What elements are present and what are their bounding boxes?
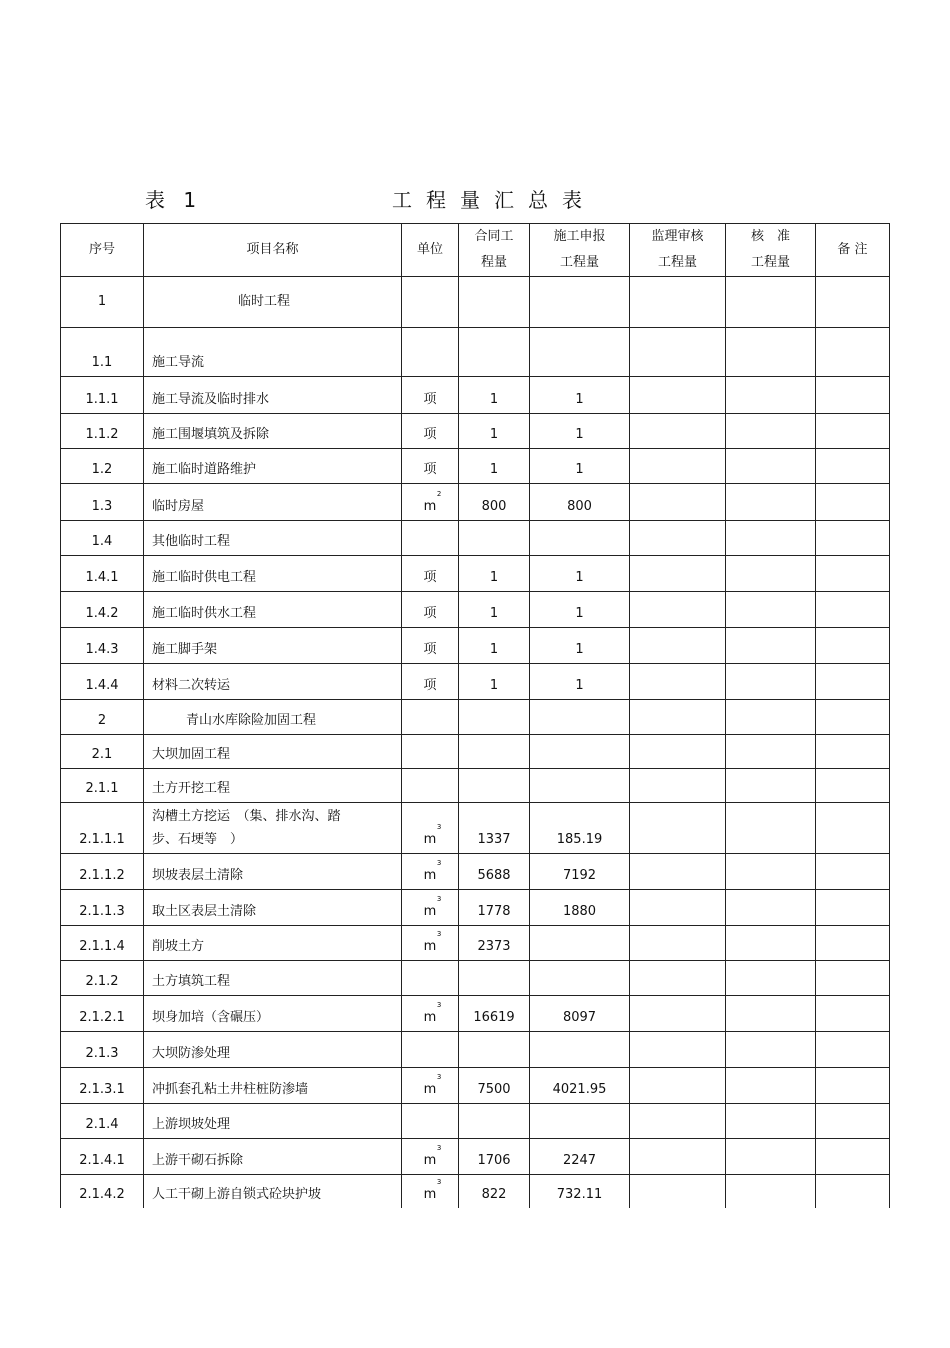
cell-contract-qty bbox=[459, 521, 530, 556]
cell-contract-qty: 1 bbox=[459, 556, 530, 592]
cell-approved-qty bbox=[726, 328, 816, 377]
cell-contract-qty: 5688 bbox=[459, 854, 530, 890]
cell-reported-qty: 1 bbox=[530, 556, 630, 592]
table-row bbox=[61, 854, 890, 890]
cell-index: 2.1.2 bbox=[61, 961, 144, 996]
cell-remark bbox=[816, 1104, 890, 1139]
cell-contract-qty: 1 bbox=[459, 449, 530, 484]
cell-contract-qty bbox=[459, 1104, 530, 1139]
cell-reviewed-qty bbox=[630, 1175, 726, 1209]
cell-index: 1.4.2 bbox=[61, 592, 144, 628]
cell-remark bbox=[816, 1032, 890, 1068]
cell-reported-qty: 1 bbox=[530, 377, 630, 414]
cell-reviewed-qty bbox=[630, 277, 726, 328]
cell-remark bbox=[816, 1175, 890, 1209]
cell-remark bbox=[816, 628, 890, 664]
cell-reported-qty: 1 bbox=[530, 449, 630, 484]
cell-reviewed-qty bbox=[630, 414, 726, 449]
cell-item-name: 施工临时供水工程 bbox=[144, 592, 402, 628]
cell-contract-qty: 800 bbox=[459, 484, 530, 521]
cell-unit: m 3 bbox=[402, 996, 459, 1032]
cell-approved-qty bbox=[726, 996, 816, 1032]
cell-reported-qty bbox=[530, 521, 630, 556]
cell-item-name: 施工导流 bbox=[144, 328, 402, 377]
cell-unit bbox=[402, 735, 459, 769]
cell-contract-qty bbox=[459, 328, 530, 377]
cell-contract-qty bbox=[459, 735, 530, 769]
cell-item-name: 取土区表层土清除 bbox=[144, 890, 402, 926]
document-title: 工程量汇总表 bbox=[392, 188, 596, 212]
table-row bbox=[61, 377, 890, 414]
cell-approved-qty bbox=[726, 890, 816, 926]
cell-contract-qty: 1 bbox=[459, 377, 530, 414]
cell-reviewed-qty bbox=[630, 1032, 726, 1068]
cell-reviewed-qty bbox=[630, 521, 726, 556]
cell-item-name: 土方开挖工程 bbox=[144, 769, 402, 803]
cell-reviewed-qty bbox=[630, 996, 726, 1032]
table-number: 表 1 bbox=[145, 188, 203, 212]
cell-index: 2.1.1 bbox=[61, 769, 144, 803]
cell-remark bbox=[816, 414, 890, 449]
cell-contract-qty: 1337 bbox=[459, 803, 530, 854]
cell-reported-qty: 8097 bbox=[530, 996, 630, 1032]
cell-contract-qty: 1 bbox=[459, 592, 530, 628]
quantity-summary-table bbox=[60, 223, 890, 1209]
table-row bbox=[61, 449, 890, 484]
table-row bbox=[61, 484, 890, 521]
cell-approved-qty bbox=[726, 1068, 816, 1104]
cell-unit: 项 bbox=[402, 377, 459, 414]
cell-reviewed-qty bbox=[630, 449, 726, 484]
cell-index: 1.4.3 bbox=[61, 628, 144, 664]
cell-reported-qty bbox=[530, 1104, 630, 1139]
cell-index: 1.4 bbox=[61, 521, 144, 556]
cell-reported-qty: 1 bbox=[530, 592, 630, 628]
cell-index: 1.1.1 bbox=[61, 377, 144, 414]
cell-item-name: 大坝防渗处理 bbox=[144, 1032, 402, 1068]
cell-item-name: 坝坡表层土清除 bbox=[144, 854, 402, 890]
cell-reviewed-qty bbox=[630, 592, 726, 628]
cell-index: 1.3 bbox=[61, 484, 144, 521]
cell-unit: 项 bbox=[402, 414, 459, 449]
cell-approved-qty bbox=[726, 1139, 816, 1175]
cell-reviewed-qty bbox=[630, 735, 726, 769]
cell-reported-qty bbox=[530, 1032, 630, 1068]
cell-reviewed-qty bbox=[630, 1104, 726, 1139]
cell-remark bbox=[816, 521, 890, 556]
cell-unit: m 2 bbox=[402, 484, 459, 521]
cell-unit bbox=[402, 1104, 459, 1139]
cell-unit bbox=[402, 277, 459, 328]
cell-unit bbox=[402, 1032, 459, 1068]
cell-reported-qty bbox=[530, 735, 630, 769]
cell-unit: 项 bbox=[402, 664, 459, 700]
cell-contract-qty bbox=[459, 961, 530, 996]
cell-reported-qty bbox=[530, 277, 630, 328]
cell-reported-qty: 732.11 bbox=[530, 1175, 630, 1209]
cell-reviewed-qty bbox=[630, 377, 726, 414]
table-row bbox=[61, 328, 890, 377]
cell-unit: 项 bbox=[402, 556, 459, 592]
table-row bbox=[61, 414, 890, 449]
table-row bbox=[61, 592, 890, 628]
table-row bbox=[61, 700, 890, 735]
cell-reviewed-qty bbox=[630, 961, 726, 996]
cell-item-name: 青山水库除险加固工程 bbox=[144, 700, 402, 735]
cell-index: 2.1.4.1 bbox=[61, 1139, 144, 1175]
cell-reviewed-qty bbox=[630, 1068, 726, 1104]
cell-remark bbox=[816, 735, 890, 769]
table-row bbox=[61, 521, 890, 556]
cell-item-name: 人工干砌上游自锁式砼块护坡 bbox=[144, 1175, 402, 1209]
cell-approved-qty bbox=[726, 1175, 816, 1209]
cell-contract-qty bbox=[459, 1032, 530, 1068]
table-row bbox=[61, 769, 890, 803]
cell-approved-qty bbox=[726, 592, 816, 628]
table-row bbox=[61, 926, 890, 961]
cell-item-name: 施工临时供电工程 bbox=[144, 556, 402, 592]
header-index: 序号 bbox=[61, 224, 144, 277]
cell-item-name: 坝身加培（含碾压） bbox=[144, 996, 402, 1032]
cell-unit bbox=[402, 769, 459, 803]
cell-contract-qty: 1 bbox=[459, 414, 530, 449]
table-row bbox=[61, 1032, 890, 1068]
cell-reported-qty bbox=[530, 961, 630, 996]
cell-item-name: 沟槽土方挖运 （集、排水沟、踏 步、石埂等 ） bbox=[144, 803, 402, 854]
cell-index: 2.1.4.2 bbox=[61, 1175, 144, 1209]
cell-remark bbox=[816, 890, 890, 926]
cell-approved-qty bbox=[726, 628, 816, 664]
page-bottom-margin bbox=[60, 1208, 890, 1348]
cell-reviewed-qty bbox=[630, 664, 726, 700]
table-row bbox=[61, 1104, 890, 1139]
cell-approved-qty bbox=[726, 926, 816, 961]
cell-item-name: 冲抓套孔粘土井柱桩防渗墙 bbox=[144, 1068, 402, 1104]
cell-index: 2.1.1.2 bbox=[61, 854, 144, 890]
cell-remark bbox=[816, 803, 890, 854]
table-header-row bbox=[61, 224, 890, 277]
cell-contract-qty: 1 bbox=[459, 664, 530, 700]
cell-approved-qty bbox=[726, 854, 816, 890]
cell-reviewed-qty bbox=[630, 700, 726, 735]
cell-contract-qty: 1 bbox=[459, 628, 530, 664]
table-row bbox=[61, 961, 890, 996]
cell-contract-qty: 2373 bbox=[459, 926, 530, 961]
cell-reviewed-qty bbox=[630, 803, 726, 854]
cell-item-name: 上游干砌石拆除 bbox=[144, 1139, 402, 1175]
cell-reviewed-qty bbox=[630, 1139, 726, 1175]
cell-contract-qty: 822 bbox=[459, 1175, 530, 1209]
cell-reported-qty bbox=[530, 769, 630, 803]
cell-reported-qty: 1 bbox=[530, 628, 630, 664]
cell-index: 2.1 bbox=[61, 735, 144, 769]
cell-reviewed-qty bbox=[630, 484, 726, 521]
cell-item-name: 临时房屋 bbox=[144, 484, 402, 521]
cell-item-name: 其他临时工程 bbox=[144, 521, 402, 556]
cell-index: 2.1.2.1 bbox=[61, 996, 144, 1032]
cell-approved-qty bbox=[726, 277, 816, 328]
cell-unit bbox=[402, 328, 459, 377]
header-reported-qty: 施工申报 工程量 bbox=[530, 224, 630, 277]
cell-unit: m 3 bbox=[402, 1175, 459, 1209]
cell-reviewed-qty bbox=[630, 854, 726, 890]
cell-unit: m 3 bbox=[402, 1068, 459, 1104]
cell-approved-qty bbox=[726, 521, 816, 556]
cell-approved-qty bbox=[726, 449, 816, 484]
cell-approved-qty bbox=[726, 1104, 816, 1139]
cell-unit bbox=[402, 521, 459, 556]
cell-reviewed-qty bbox=[630, 556, 726, 592]
cell-index: 2.1.1.1 bbox=[61, 803, 144, 854]
cell-item-name: 临时工程 bbox=[144, 277, 402, 328]
cell-approved-qty bbox=[726, 769, 816, 803]
cell-item-name: 大坝加固工程 bbox=[144, 735, 402, 769]
cell-approved-qty bbox=[726, 1032, 816, 1068]
cell-approved-qty bbox=[726, 664, 816, 700]
cell-contract-qty bbox=[459, 277, 530, 328]
cell-reviewed-qty bbox=[630, 328, 726, 377]
cell-approved-qty bbox=[726, 803, 816, 854]
table-row bbox=[61, 735, 890, 769]
table-row bbox=[61, 803, 890, 854]
cell-item-name: 施工临时道路维护 bbox=[144, 449, 402, 484]
cell-remark bbox=[816, 1139, 890, 1175]
cell-index: 1.4.4 bbox=[61, 664, 144, 700]
cell-item-name: 施工围堰填筑及拆除 bbox=[144, 414, 402, 449]
cell-reported-qty: 7192 bbox=[530, 854, 630, 890]
cell-unit: m 3 bbox=[402, 926, 459, 961]
cell-reported-qty: 800 bbox=[530, 484, 630, 521]
cell-remark bbox=[816, 996, 890, 1032]
cell-reviewed-qty bbox=[630, 769, 726, 803]
cell-remark bbox=[816, 664, 890, 700]
cell-remark bbox=[816, 1068, 890, 1104]
cell-reviewed-qty bbox=[630, 926, 726, 961]
cell-reported-qty: 2247 bbox=[530, 1139, 630, 1175]
table-row bbox=[61, 1068, 890, 1104]
cell-unit: m 3 bbox=[402, 854, 459, 890]
cell-index: 2.1.1.4 bbox=[61, 926, 144, 961]
cell-remark bbox=[816, 556, 890, 592]
cell-item-name: 上游坝坡处理 bbox=[144, 1104, 402, 1139]
table-row bbox=[61, 277, 890, 328]
cell-index: 1.4.1 bbox=[61, 556, 144, 592]
cell-approved-qty bbox=[726, 961, 816, 996]
cell-reported-qty: 4021.95 bbox=[530, 1068, 630, 1104]
cell-remark bbox=[816, 769, 890, 803]
cell-remark bbox=[816, 961, 890, 996]
cell-approved-qty bbox=[726, 484, 816, 521]
table-row bbox=[61, 1175, 890, 1209]
cell-item-name: 削坡土方 bbox=[144, 926, 402, 961]
cell-remark bbox=[816, 449, 890, 484]
cell-approved-qty bbox=[726, 700, 816, 735]
cell-index: 2.1.3.1 bbox=[61, 1068, 144, 1104]
cell-remark bbox=[816, 854, 890, 890]
cell-contract-qty: 1778 bbox=[459, 890, 530, 926]
cell-contract-qty bbox=[459, 700, 530, 735]
cell-item-name: 施工脚手架 bbox=[144, 628, 402, 664]
cell-unit bbox=[402, 700, 459, 735]
cell-reported-qty: 185.19 bbox=[530, 803, 630, 854]
table-row bbox=[61, 628, 890, 664]
cell-unit bbox=[402, 961, 459, 996]
table-row bbox=[61, 556, 890, 592]
table-row bbox=[61, 996, 890, 1032]
cell-approved-qty bbox=[726, 735, 816, 769]
cell-item-name: 材料二次转运 bbox=[144, 664, 402, 700]
header-remark: 备 注 bbox=[816, 224, 890, 277]
table-row bbox=[61, 664, 890, 700]
cell-contract-qty: 7500 bbox=[459, 1068, 530, 1104]
cell-remark bbox=[816, 328, 890, 377]
header-contract-qty: 合同工 程量 bbox=[459, 224, 530, 277]
cell-item-name: 施工导流及临时排水 bbox=[144, 377, 402, 414]
cell-unit: m 3 bbox=[402, 1139, 459, 1175]
cell-item-name: 土方填筑工程 bbox=[144, 961, 402, 996]
cell-reported-qty bbox=[530, 926, 630, 961]
cell-index: 2.1.4 bbox=[61, 1104, 144, 1139]
cell-approved-qty bbox=[726, 414, 816, 449]
cell-index: 2.1.1.3 bbox=[61, 890, 144, 926]
cell-unit: 项 bbox=[402, 628, 459, 664]
cell-reviewed-qty bbox=[630, 890, 726, 926]
cell-remark bbox=[816, 700, 890, 735]
cell-index: 1.1.2 bbox=[61, 414, 144, 449]
cell-index: 1.2 bbox=[61, 449, 144, 484]
cell-remark bbox=[816, 484, 890, 521]
cell-unit: m 3 bbox=[402, 890, 459, 926]
cell-index: 2.1.3 bbox=[61, 1032, 144, 1068]
cell-reviewed-qty bbox=[630, 628, 726, 664]
cell-unit: 项 bbox=[402, 592, 459, 628]
cell-contract-qty: 16619 bbox=[459, 996, 530, 1032]
cell-remark bbox=[816, 277, 890, 328]
cell-contract-qty bbox=[459, 769, 530, 803]
header-item-name: 项目名称 bbox=[144, 224, 402, 277]
cell-remark bbox=[816, 592, 890, 628]
cell-index: 2 bbox=[61, 700, 144, 735]
table-row bbox=[61, 890, 890, 926]
cell-index: 1.1 bbox=[61, 328, 144, 377]
table-row bbox=[61, 1139, 890, 1175]
cell-remark bbox=[816, 377, 890, 414]
cell-approved-qty bbox=[726, 556, 816, 592]
header-approved-qty: 核 准 工程量 bbox=[726, 224, 816, 277]
cell-reported-qty bbox=[530, 328, 630, 377]
cell-remark bbox=[816, 926, 890, 961]
cell-reported-qty: 1 bbox=[530, 664, 630, 700]
cell-reported-qty bbox=[530, 700, 630, 735]
cell-reported-qty: 1880 bbox=[530, 890, 630, 926]
cell-index: 1 bbox=[61, 277, 144, 328]
cell-unit: m 3 bbox=[402, 803, 459, 854]
cell-contract-qty: 1706 bbox=[459, 1139, 530, 1175]
header-reviewed-qty: 监理审核 工程量 bbox=[630, 224, 726, 277]
cell-unit: 项 bbox=[402, 449, 459, 484]
cell-reported-qty: 1 bbox=[530, 414, 630, 449]
cell-approved-qty bbox=[726, 377, 816, 414]
header-unit: 单位 bbox=[402, 224, 459, 277]
